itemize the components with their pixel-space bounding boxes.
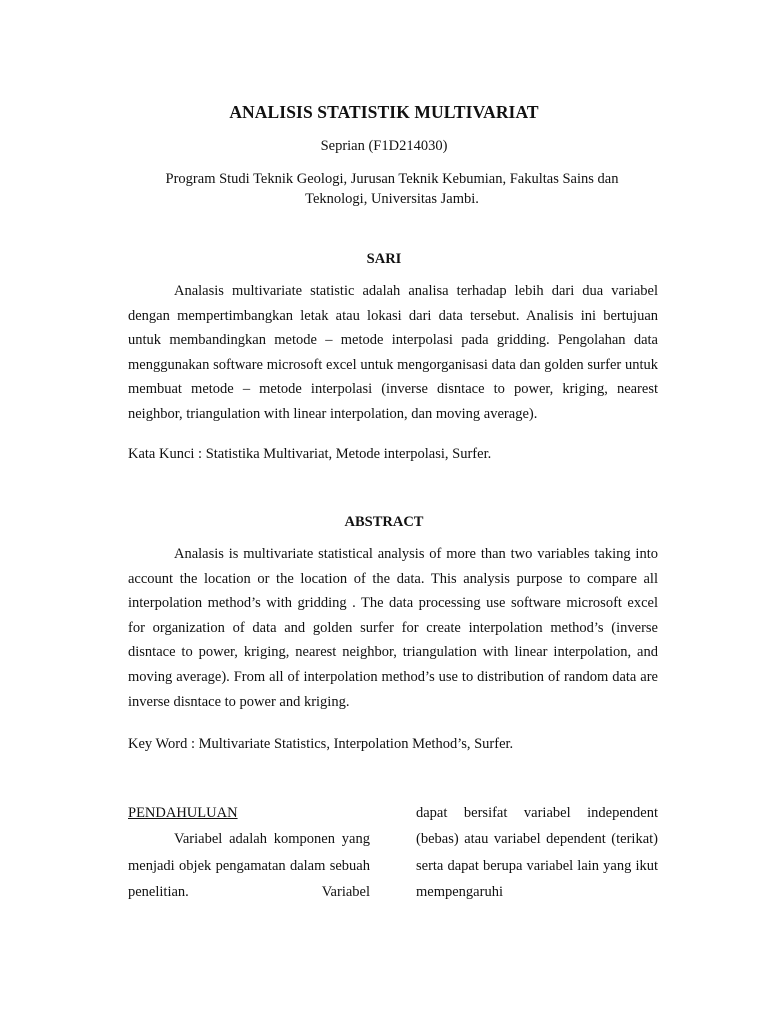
column-right xyxy=(416,800,658,906)
pendahuluan-right-text: dapat bersifat variabel independent (bebas) atau variabel dependent (terikat) serta dapat berupa variabel lain yang ikut mempengaruhi xyxy=(416,805,658,901)
kata-kunci: Kata Kunci : Statistika Multivariat, Metode interpolasi, Surfer. xyxy=(128,446,492,462)
key-word: Key Word : Multivariate Statistics, Interpolation Method’s, Surfer. xyxy=(128,736,514,752)
abstract-paragraph: Analasis is multivariate statistical analysis of more than two variables taking into account the location or the location of the data. This analysis purpose to compare all interpolation method’s with gridding . The data processing use software microsoft excel for organization of data and golden surfer for create interpolation method’s (inverse disntace to power, kriging, nearest neighbor, triangulation with linear interpolation, and moving average). From all of interpolation method’s use to distribution of random data are inverse disntace to power and kriging. xyxy=(128,546,658,710)
pendahuluan-left-text: Variabel adalah komponen yang menjadi objek pengamatan dalam sebuah penelitian. Variabel xyxy=(128,831,370,901)
sari-paragraph: Analasis multivariate statistic adalah analisa terhadap lebih dari dua variabel dengan mempertimbangkan letak atau lokasi dari data tersebut. Analisis ini bertujuan untuk membandingkan metode – metode interpolasi pada gridding. Pengolahan data menggunakan software microsoft excel untuk mengorganisasi data dan golden surfer untuk membuat metode – metode interpolasi (inverse disntace to power, kriging, nearest neighbor, triangulation with linear interpolation, dan moving average). xyxy=(128,283,658,422)
affiliation: Program Studi Teknik Geologi, Jurusan Teknik Kebumian, Fakultas Sains dan Teknologi, Universitas Jambi. xyxy=(165,171,619,207)
pendahuluan-heading: PENDAHULUAN xyxy=(128,805,238,821)
abstract-heading: ABSTRACT xyxy=(344,514,424,530)
sari-heading: SARI xyxy=(366,251,402,267)
author-line: Seprian (F1D214030) xyxy=(320,138,448,154)
paper-title: ANALISIS STATISTIK MULTIVARIAT xyxy=(229,102,539,122)
column-left xyxy=(128,800,370,906)
